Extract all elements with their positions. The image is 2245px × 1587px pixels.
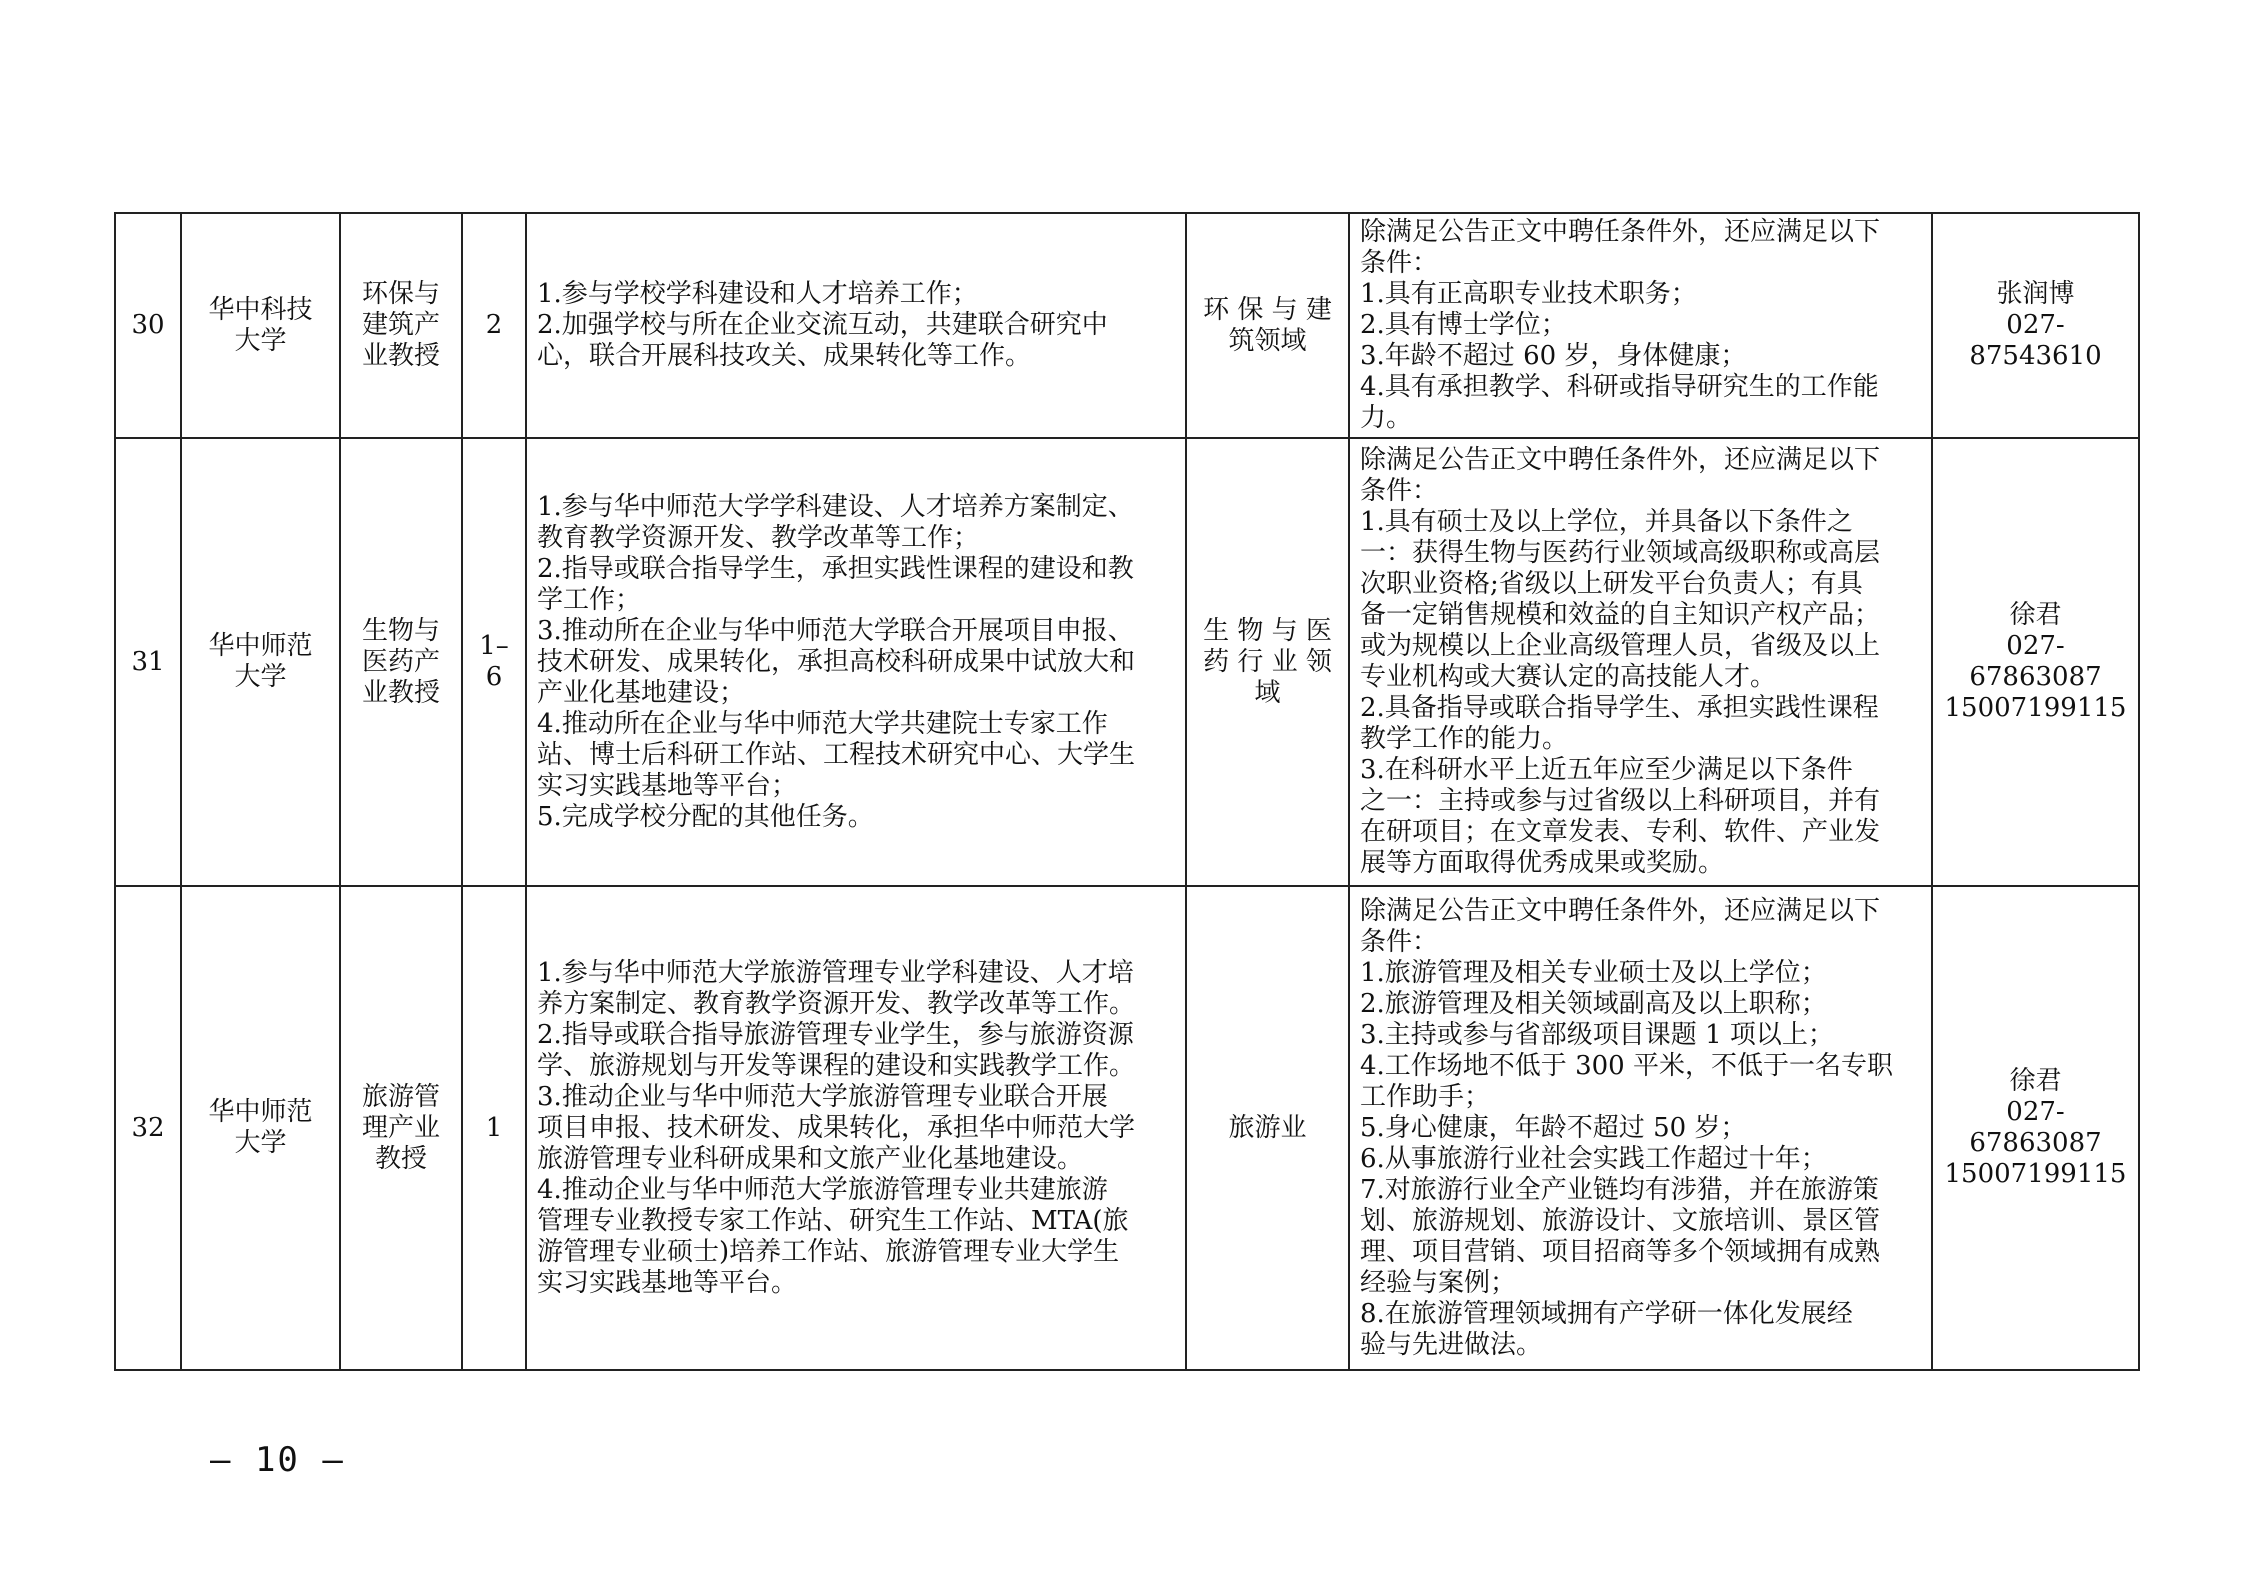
cell-unit-line: 华中师范 — [208, 631, 313, 661]
cell-count-line: 1– — [479, 631, 509, 661]
cell-count-line: 2 — [485, 310, 503, 340]
cell-requirements-line: 条件： — [1360, 926, 1439, 957]
cell-requirements-line: 一：获得生物与医药行业领域高级职称或高层 — [1360, 538, 1881, 568]
cell-requirements-line: 力。 — [1360, 403, 1413, 433]
cell-contact-line: 027-67863087 — [1969, 1097, 2102, 1158]
cell-duties — [526, 438, 1186, 886]
cell-requirements — [1349, 886, 1932, 1370]
cell-unit — [181, 438, 340, 886]
cell-unit — [181, 886, 340, 1370]
cell-duties — [526, 886, 1186, 1370]
cell-unit-line: 大学 — [234, 325, 287, 356]
cell-requirements-line: 3.年龄不超过 60 岁，身体健康； — [1360, 341, 1747, 371]
cell-requirements-line: 除满足公告正文中聘任条件外，还应满足以下 — [1360, 217, 1881, 247]
cell-contact — [1932, 886, 2139, 1370]
cell-requirements-line: 8.在旅游管理领域拥有产学研一体化发展经 — [1360, 1298, 1853, 1329]
cell-count — [462, 213, 526, 438]
cell-duties-line: 4.推动企业与华中师范大学旅游管理专业共建旅游 — [537, 1174, 1108, 1205]
cell-field — [1186, 886, 1349, 1370]
cell-unit-line: 大学 — [234, 1128, 287, 1158]
cell-duties-line: 学工作； — [537, 584, 642, 615]
cell-number: 32 — [115, 886, 181, 1370]
cell-field — [1186, 213, 1349, 438]
cell-field-line: 旅游业 — [1228, 1112, 1307, 1143]
page-number: — 10 — — [210, 1440, 345, 1480]
cell-duties-line: 心，联合开展科技攻关、成果转化等工作。 — [537, 341, 1032, 371]
cell-number: 31 — [115, 438, 181, 886]
cell-count — [462, 886, 526, 1370]
cell-requirements-line: 2.旅游管理及相关领域副高及以上职称； — [1360, 988, 1827, 1019]
cell-position — [340, 438, 462, 886]
cell-duties-line: 实习实践基地等平台。 — [537, 1267, 798, 1298]
cell-position-line: 业教授 — [361, 341, 440, 371]
cell-requirements — [1349, 213, 1932, 438]
cell-requirements-line: 划、旅游规划、旅游设计、文旅培训、景区管 — [1360, 1205, 1881, 1236]
cell-duties-line: 旅游管理专业科研成果和文旅产业化基地建设。 — [537, 1143, 1084, 1174]
cell-requirements-line: 7.对旅游行业全产业链均有涉猎，并在旅游策 — [1360, 1174, 1879, 1205]
cell-requirements-line: 2.具备指导或联合指导学生、承担实践性课程 — [1360, 693, 1879, 723]
cell-contact-line: 027-87543610 — [1969, 310, 2102, 371]
cell-duties-line: 1.参与华中师范大学学科建设、人才培养方案制定、 — [537, 491, 1134, 522]
cell-requirements-line: 4.工作场地不低于 300 平米，不低于一名专职 — [1360, 1050, 1893, 1081]
cell-contact-line: 徐君 — [2009, 600, 2062, 630]
cell-requirements-line: 3.主持或参与省部级项目课题 1 项以上； — [1360, 1019, 1834, 1050]
cell-requirements-line: 备一定销售规模和效益的自主知识产权产品； — [1360, 600, 1881, 630]
cell-count-line: 6 — [485, 662, 503, 692]
cell-requirements-line: 之一：主持或参与过省级以上科研项目，并有 — [1360, 786, 1881, 816]
recruitment-table — [114, 212, 2140, 1371]
cell-unit-line: 大学 — [234, 662, 287, 692]
cell-position-line: 生物与 — [361, 615, 440, 646]
cell-requirements-line: 条件： — [1360, 476, 1439, 506]
cell-requirements-line: 4.具有承担教学、科研或指导研究生的工作能 — [1360, 372, 1879, 402]
cell-position-line: 教授 — [374, 1143, 427, 1174]
table-row — [115, 213, 2139, 438]
cell-contact-line: 15007199115 — [1944, 693, 2127, 723]
cell-requirements-line: 1.具有硕士及以上学位，并具备以下条件之 — [1360, 507, 1853, 537]
cell-requirements-line: 验与先进做法。 — [1360, 1329, 1543, 1360]
cell-requirements-line: 5.身心健康，年龄不超过 50 岁； — [1360, 1112, 1747, 1143]
cell-requirements-line: 理、项目营销、项目招商等多个领域拥有成熟 — [1360, 1236, 1881, 1267]
cell-requirements-line: 1.具有正高职专业技术职务； — [1360, 279, 1697, 309]
cell-duties-line: 游管理专业硕士)培养工作站、旅游管理专业大学生 — [537, 1236, 1120, 1267]
cell-position-line: 建筑产 — [361, 310, 440, 340]
cell-contact-line: 张润博 — [1996, 279, 2075, 309]
cell-unit — [181, 213, 340, 438]
cell-position-line: 医药产 — [361, 646, 440, 677]
cell-requirements-line: 展等方面取得优秀成果或奖励。 — [1360, 848, 1725, 878]
cell-duties — [526, 213, 1186, 438]
cell-duties-line: 养方案制定、教育教学资源开发、教学改革等工作。 — [537, 988, 1136, 1019]
cell-requirements-line: 除满足公告正文中聘任条件外，还应满足以下 — [1360, 445, 1881, 475]
cell-duties-line: 1.参与学校学科建设和人才培养工作； — [537, 279, 978, 309]
cell-requirements-line: 专业机构或大赛认定的高技能人才。 — [1360, 662, 1777, 692]
table-body — [115, 213, 2139, 1370]
cell-duties-line: 教育教学资源开发、教学改革等工作； — [537, 522, 980, 553]
cell-position — [340, 213, 462, 438]
cell-duties-line: 实习实践基地等平台； — [537, 770, 798, 801]
cell-requirements-line: 教学工作的能力。 — [1360, 724, 1569, 754]
cell-contact — [1932, 438, 2139, 886]
cell-duties-line: 3.推动所在企业与华中师范大学联合开展项目申报、 — [537, 615, 1134, 646]
cell-requirements-line: 6.从事旅游行业社会实践工作超过十年； — [1360, 1143, 1827, 1174]
cell-duties-line: 学、旅游规划与开发等课程的建设和实践教学工作。 — [537, 1050, 1136, 1081]
cell-requirements-line: 次职业资格;省级以上研发平台负责人；有具 — [1360, 569, 1863, 599]
cell-requirements-line: 除满足公告正文中聘任条件外，还应满足以下 — [1360, 895, 1881, 926]
cell-duties-line: 5.完成学校分配的其他任务。 — [537, 801, 874, 832]
cell-position-line: 环保与 — [361, 279, 440, 309]
cell-unit-line: 华中科技 — [208, 294, 313, 325]
table-row — [115, 886, 2139, 1370]
cell-duties-line: 3.推动企业与华中师范大学旅游管理专业联合开展 — [537, 1081, 1108, 1112]
table-row — [115, 438, 2139, 886]
cell-requirements-line: 条件： — [1360, 248, 1439, 278]
cell-position-line: 旅游管 — [361, 1081, 440, 1112]
cell-requirements-line: 2.具有博士学位； — [1360, 310, 1567, 340]
cell-requirements — [1349, 438, 1932, 886]
cell-duties-line: 管理专业教授专家工作站、研究生工作站、MTA(旅 — [537, 1205, 1129, 1236]
cell-position-line: 理产业 — [361, 1112, 440, 1143]
cell-duties-line: 1.参与华中师范大学旅游管理专业学科建设、人才培 — [537, 957, 1134, 988]
cell-duties-line: 技术研发、成果转化，承担高校科研成果中试放大和 — [537, 646, 1136, 677]
cell-duties-line: 2.指导或联合指导学生，承担实践性课程的建设和教 — [537, 553, 1134, 584]
cell-position-line: 业教授 — [361, 677, 440, 708]
cell-number: 30 — [115, 213, 181, 438]
cell-duties-line: 2.加强学校与所在企业交流互动，共建联合研究中 — [537, 310, 1108, 340]
cell-requirements-line: 3.在科研水平上近五年应至少满足以下条件 — [1360, 755, 1853, 785]
cell-field-line: 生 物 与 医 — [1203, 615, 1332, 646]
cell-field — [1186, 438, 1349, 886]
cell-duties-line: 站、博士后科研工作站、工程技术研究中心、大学生 — [537, 739, 1136, 770]
cell-duties-line: 4.推动所在企业与华中师范大学共建院士专家工作 — [537, 708, 1108, 739]
cell-contact — [1932, 213, 2139, 438]
cell-requirements-line: 工作助手； — [1360, 1081, 1491, 1112]
cell-unit-line: 华中师范 — [208, 1097, 313, 1127]
cell-requirements-line: 或为规模以上企业高级管理人员，省级及以上 — [1360, 631, 1881, 661]
cell-count — [462, 438, 526, 886]
cell-requirements-line: 经验与案例； — [1360, 1267, 1517, 1298]
cell-field-line: 药 行 业 领 — [1203, 646, 1332, 677]
cell-position — [340, 886, 462, 1370]
cell-contact-line: 15007199115 — [1944, 1159, 2127, 1189]
cell-field-line: 筑领域 — [1228, 325, 1307, 356]
cell-contact-line: 徐君 — [2009, 1066, 2062, 1096]
cell-duties-line: 2.指导或联合指导旅游管理专业学生，参与旅游资源 — [537, 1019, 1134, 1050]
cell-requirements-line: 在研项目；在文章发表、专利、软件、产业发 — [1360, 817, 1881, 847]
cell-field-line: 域 — [1254, 677, 1281, 708]
cell-field-line: 环 保 与 建 — [1203, 294, 1332, 325]
cell-count-line: 1 — [485, 1112, 503, 1143]
cell-requirements-line: 1.旅游管理及相关专业硕士及以上学位； — [1360, 957, 1827, 988]
cell-duties-line: 产业化基地建设； — [537, 677, 746, 708]
cell-duties-line: 项目申报、技术研发、成果转化，承担华中师范大学 — [537, 1112, 1136, 1143]
cell-contact-line: 027-67863087 — [1969, 631, 2102, 692]
